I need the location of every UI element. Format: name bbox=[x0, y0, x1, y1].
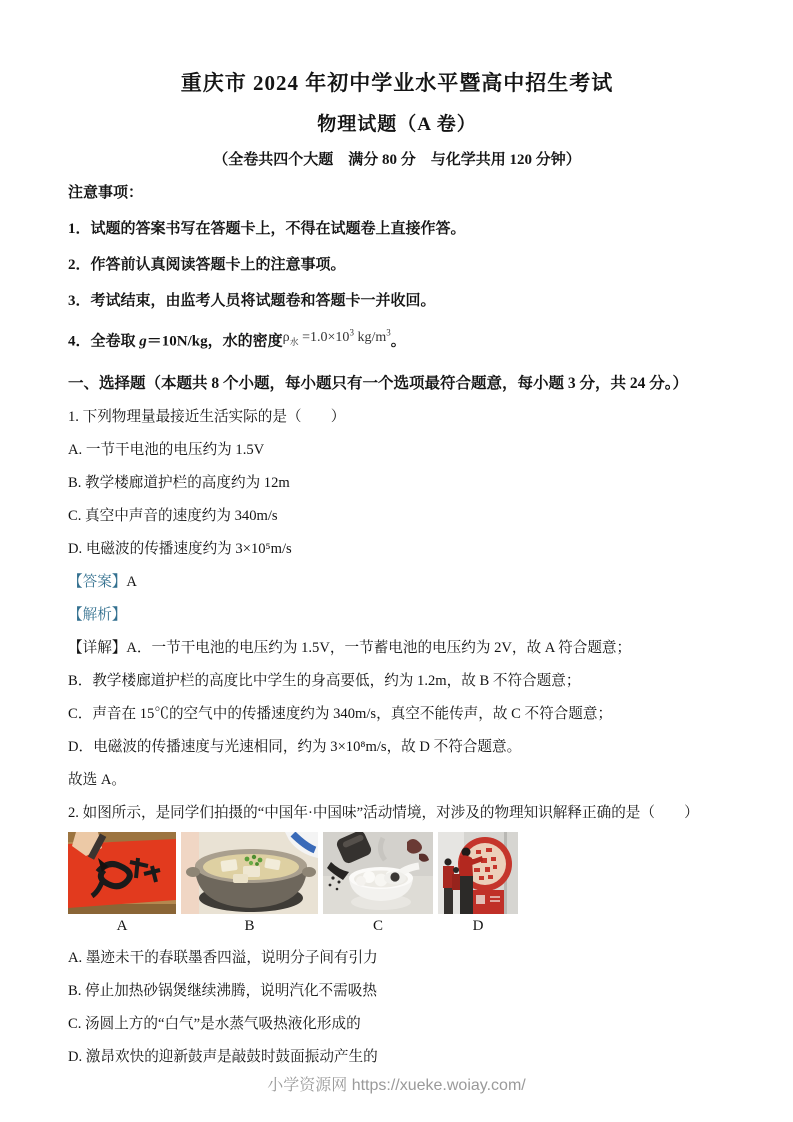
q1-option-b: B. 教学楼廊道护栏的高度约为 12m bbox=[68, 475, 290, 492]
q1-option-d: D. 电磁波的传播速度约为 3×10⁵m/s bbox=[68, 541, 292, 558]
q1-detail-a-text: A．一节干电池的电压约为 1.5V，一节蓄电池的电压约为 2V，故 A 符合题意； bbox=[126, 640, 632, 657]
calligraphy-couplet-photo bbox=[68, 832, 176, 914]
notice-heading: 注意事项： bbox=[68, 185, 144, 201]
q1-conclusion: 故选 A。 bbox=[68, 772, 126, 789]
figure-label-d: D bbox=[472, 918, 484, 935]
water-density-formula: $\rho_水 =1.0\times 10^3$ $kg/m^3$ bbox=[282, 327, 391, 347]
q1-option-a: A. 一节干电池的电压约为 1.5V bbox=[68, 442, 265, 459]
notice-item-4-mid: ，水的密度 bbox=[207, 333, 283, 350]
q2-option-b: B. 停止加热砂锅煲继续沸腾，说明汽化不需吸热 bbox=[68, 983, 377, 1000]
q2-stem: 2. 如图所示，是同学们拍摄的“中国年·中国味”活动情境，对涉及的物理知识解释正确的是（ ） bbox=[68, 805, 699, 822]
q1-option-c: C. 真空中声音的速度约为 340m/s bbox=[68, 508, 278, 525]
tangyuan-bowl-photo bbox=[323, 832, 433, 914]
notice-item-3: 3．考试结束，由监考人员将试题卷和答题卡一并收回。 bbox=[68, 293, 436, 309]
q2-figure-labels bbox=[68, 917, 726, 935]
q2-figure-strip bbox=[68, 832, 726, 914]
notice-item-1: 1．试题的答案书写在答题卡上，不得在试题卷上直接作答。 bbox=[68, 221, 466, 237]
q1-detail-d: D．电磁波的传播速度与光速相同，约为 3×10⁸m/s，故 D 不符合题意。 bbox=[68, 739, 522, 756]
red-drum-beating-photo bbox=[438, 832, 518, 914]
notice-item-4 bbox=[68, 327, 726, 356]
q1-analysis-line bbox=[68, 605, 726, 625]
gravity-symbol: g bbox=[139, 333, 147, 350]
q1-stem: 1. 下列物理量最接近生活实际的是（ ） bbox=[68, 409, 346, 426]
q1-detail-c: C．声音在 15℃的空气中的传播速度约为 340m/s，真空不能传声，故 C 不符合题意； bbox=[68, 706, 613, 723]
analysis-label: 【解析】 bbox=[68, 607, 127, 624]
gravity-value: ＝10N/kg bbox=[146, 333, 208, 350]
exam-meta-line: （全卷共四个大题 满分 80 分 与化学共用 120 分钟） bbox=[213, 152, 581, 168]
detail-label: 【详解】 bbox=[68, 640, 127, 657]
page-footer: 小学资源网 https://xueke.woiay.com/ bbox=[267, 1077, 526, 1094]
notice-item-4-prefix: 4．全卷取 bbox=[68, 333, 140, 350]
section-1-heading: 一、选择题（本题共 8 个小题，每小题只有一个选项最符合题意，每小题 3 分，共 24 分。） bbox=[68, 375, 689, 393]
exam-title: 重庆市 2024 年初中学业水平暨高中招生考试 bbox=[180, 71, 614, 95]
q2-option-a: A. 墨迹未干的春联墨香四溢，说明分子间有引力 bbox=[68, 950, 378, 967]
q2-option-c: C. 汤圆上方的“白气”是水蒸气吸热液化形成的 bbox=[68, 1016, 361, 1033]
exam-subtitle: 物理试题（A 卷） bbox=[317, 114, 477, 135]
exam-content bbox=[68, 0, 726, 1067]
q1-detail-b: B．教学楼廊道护栏的高度比中学生的身高要低，约为 1.2m，故 B 不符合题意； bbox=[68, 673, 581, 690]
claypot-tofu-soup-photo bbox=[181, 832, 318, 914]
figure-label-c: C bbox=[372, 918, 383, 935]
q1-detail-a bbox=[68, 638, 726, 658]
answer-value: A bbox=[126, 574, 137, 591]
figure-label-b: B bbox=[244, 918, 255, 935]
q2-option-d: D. 激昂欢快的迎新鼓声是敲鼓时鼓面振动产生的 bbox=[68, 1049, 378, 1066]
notice-item-2: 2．作答前认真阅读答题卡上的注意事项。 bbox=[68, 257, 346, 273]
q1-answer-line bbox=[68, 572, 726, 592]
notice-item-4-end: 。 bbox=[390, 333, 406, 350]
answer-label: 【答案】 bbox=[68, 574, 127, 591]
figure-label-a: A bbox=[116, 918, 128, 935]
